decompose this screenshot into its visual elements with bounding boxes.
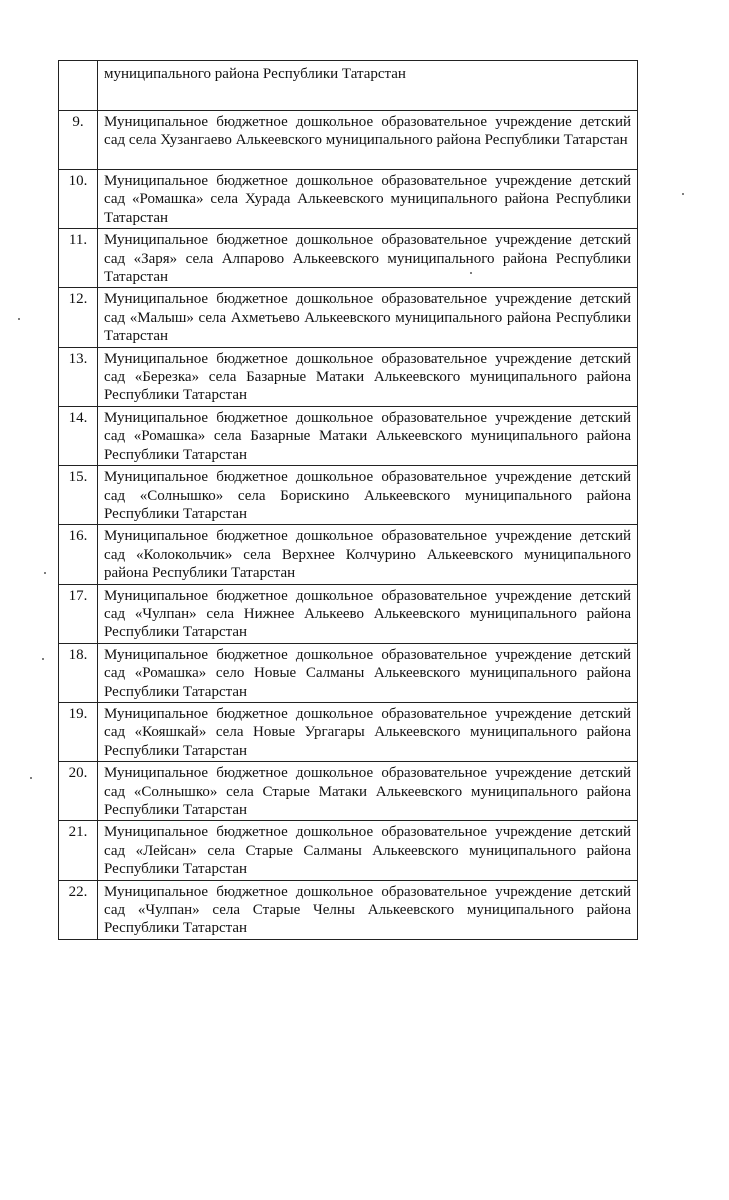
row-text-cell: Муниципальное бюджетное дошкольное образовательное учреждение детский сад «Чулпан» села Нижнее Алькеево Алькеевского муниципального района Республики Татарстан [98, 584, 638, 643]
table-row [59, 170, 638, 229]
table-body [59, 61, 638, 940]
scan-speck [470, 272, 472, 274]
row-text-cell: Муниципальное бюджетное дошкольное образовательное учреждение детский сад «Солнышко» села Старые Матаки Алькеевского муниципального района Республики Татарстан [98, 762, 638, 821]
table-row [59, 821, 638, 880]
table-row [59, 880, 638, 939]
row-text-cell: Муниципальное бюджетное дошкольное образовательное учреждение детский сад «Кояшкай» села Новые Ургагары Алькеевского муниципального района Республики Татарстан [98, 702, 638, 761]
row-number-cell: 14. [59, 406, 98, 465]
row-text-cell: Муниципальное бюджетное дошкольное образовательное учреждение детский сад «Лейсан» села Старые Салманы Алькеевского муниципального района Республики Татарстан [98, 821, 638, 880]
row-number-cell: 11. [59, 229, 98, 288]
table-row [59, 229, 638, 288]
row-number-cell: 22. [59, 880, 98, 939]
row-text-cell: муниципального района Республики Татарстан [98, 61, 638, 111]
row-number-cell: 10. [59, 170, 98, 229]
row-number-cell: 13. [59, 347, 98, 406]
row-text-cell: Муниципальное бюджетное дошкольное образовательное учреждение детский сад «Ромашка» села Хурада Алькеевского муниципального района Республики Татарстан [98, 170, 638, 229]
kindergarten-list-table [58, 60, 638, 940]
scan-speck [682, 193, 684, 195]
table-row [59, 288, 638, 347]
table-row [59, 111, 638, 170]
row-number-cell: 15. [59, 466, 98, 525]
row-text-cell: Муниципальное бюджетное дошкольное образовательное учреждение детский сад «Солнышко» села Борискино Алькеевского муниципального района Республики Татарстан [98, 466, 638, 525]
row-number-cell: 12. [59, 288, 98, 347]
row-number-cell: 9. [59, 111, 98, 170]
row-number-cell: 20. [59, 762, 98, 821]
row-number-cell: 19. [59, 702, 98, 761]
table-row [59, 525, 638, 584]
table-row [59, 406, 638, 465]
table-row [59, 347, 638, 406]
scan-speck [44, 572, 46, 574]
scan-speck [18, 318, 20, 320]
row-number-cell: 17. [59, 584, 98, 643]
row-text-cell: Муниципальное бюджетное дошкольное образовательное учреждение детский сад «Ромашка» села Базарные Матаки Алькеевского муниципального района Республики Татарстан [98, 406, 638, 465]
table-row [59, 584, 638, 643]
row-text-cell: Муниципальное бюджетное дошкольное образовательное учреждение детский сад «Малыш» села Ахметьево Алькеевского муниципального района Республики Татарстан [98, 288, 638, 347]
row-number-cell: 18. [59, 643, 98, 702]
row-text-cell: Муниципальное бюджетное дошкольное образовательное учреждение детский сад «Колокольчик» села Верхнее Колчурино Алькеевского муниципального района Республики Татарстан [98, 525, 638, 584]
scan-speck [42, 658, 44, 660]
table-row [59, 643, 638, 702]
table-row-continued [59, 61, 638, 111]
row-number-cell: 16. [59, 525, 98, 584]
table-row [59, 762, 638, 821]
row-number-cell [59, 61, 98, 111]
row-text-cell: Муниципальное бюджетное дошкольное образовательное учреждение детский сад «Чулпан» села Старые Челны Алькеевского муниципального района Республики Татарстан [98, 880, 638, 939]
row-text-cell: Муниципальное бюджетное дошкольное образовательное учреждение детский сад «Березка» села Базарные Матаки Алькеевского муниципального района Республики Татарстан [98, 347, 638, 406]
row-text-cell: Муниципальное бюджетное дошкольное образовательное учреждение детский сад «Заря» села Алпарово Алькеевского муниципального района Республики Татарстан [98, 229, 638, 288]
row-text-cell: Муниципальное бюджетное дошкольное образовательное учреждение детский сад села Хузангаево Алькеевского муниципального района Республики Татарстан [98, 111, 638, 170]
table-row [59, 466, 638, 525]
scan-speck [30, 777, 32, 779]
table-row [59, 702, 638, 761]
row-text-cell: Муниципальное бюджетное дошкольное образовательное учреждение детский сад «Ромашка» село Новые Салманы Алькеевского муниципального района Республики Татарстан [98, 643, 638, 702]
row-number-cell: 21. [59, 821, 98, 880]
